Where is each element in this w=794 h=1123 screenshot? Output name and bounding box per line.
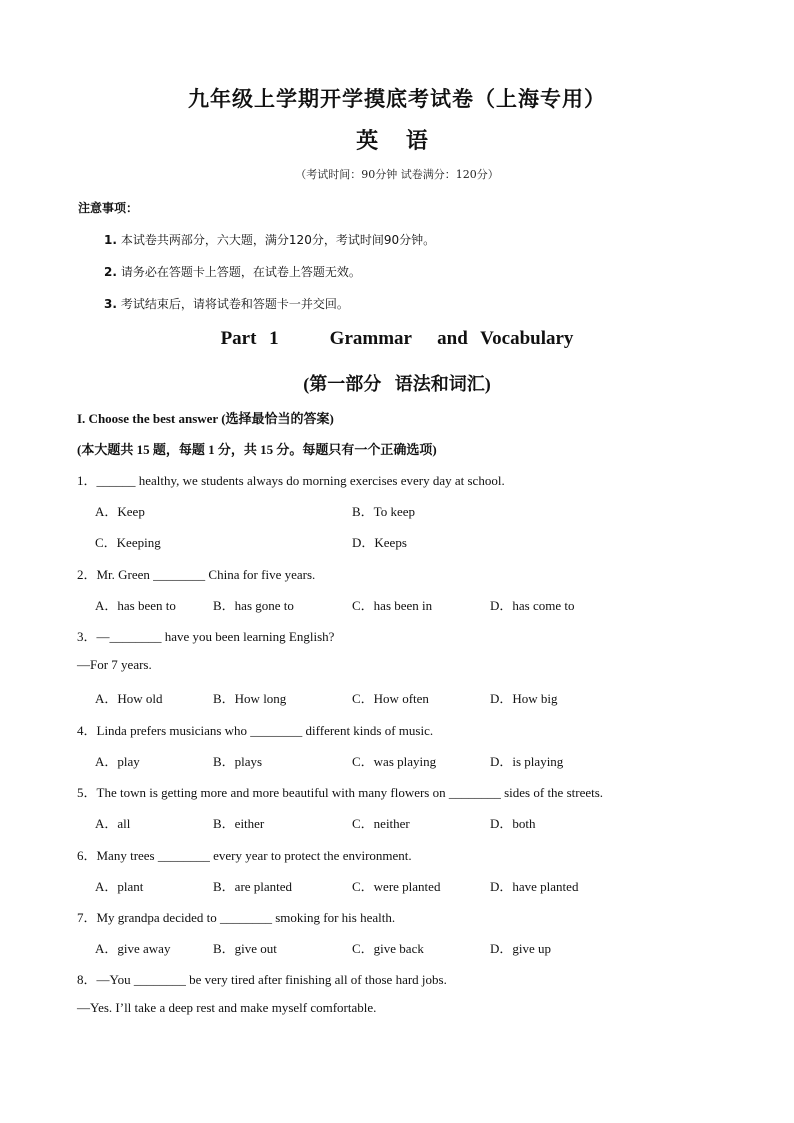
option-b[interactable]: B．To keep xyxy=(352,504,415,519)
option-c[interactable]: C．was playing xyxy=(352,754,437,769)
question-stem: 5．The town is getting more and more beautiful with many flowers on ________ sides of the streets. xyxy=(77,785,604,800)
option-d[interactable]: D．is playing xyxy=(490,754,564,769)
page-title: 九年级上学期开学摸底考试卷（上海专用） xyxy=(188,87,606,111)
option-c[interactable]: C．give back xyxy=(352,941,424,956)
option-c[interactable]: C．has been in xyxy=(352,598,433,613)
option-c[interactable]: C．Keeping xyxy=(95,535,161,550)
notice-item xyxy=(104,263,361,280)
option-b[interactable]: B．either xyxy=(213,816,265,831)
option-b[interactable]: B．are planted xyxy=(213,879,293,894)
option-a[interactable]: A．give away xyxy=(95,941,171,956)
option-d[interactable]: D．has come to xyxy=(490,598,575,613)
option-d[interactable]: D．Keeps xyxy=(352,535,407,550)
notice-item xyxy=(104,231,435,248)
question-stem: 8．—You ________ be very tired after finishing all of those hard jobs. xyxy=(77,972,447,987)
subject-title: 英 语 xyxy=(356,129,438,154)
option-b[interactable]: B．plays xyxy=(213,754,263,769)
option-d[interactable]: D．give up xyxy=(490,941,552,956)
option-a[interactable]: A．How old xyxy=(95,691,163,706)
notice-item-number: 3. xyxy=(104,297,117,311)
option-a[interactable]: A．play xyxy=(95,754,140,769)
notice-item xyxy=(104,295,349,312)
option-c[interactable]: C．were planted xyxy=(352,879,441,894)
question-stem: 4．Linda prefers musicians who ________ different kinds of music. xyxy=(77,723,434,738)
notice-item-text: 考试结束后，请将试卷和答题卡一并交回。 xyxy=(120,297,349,311)
option-c[interactable]: C．neither xyxy=(352,816,410,831)
option-b[interactable]: B．How long xyxy=(213,691,287,706)
option-b[interactable]: B．has gone to xyxy=(213,598,294,613)
section-note: (本大题共 15 题，每题 1 分，共 15 分。每题只有一个正确选项) xyxy=(77,442,437,457)
option-a[interactable]: A．has been to xyxy=(95,598,176,613)
part-subtitle: (第一部分 语法和词汇) xyxy=(303,374,491,394)
question-stem: 1．______ healthy, we students always do morning exercises every day at school. xyxy=(77,473,505,488)
question-reply: —Yes. I’ll take a deep rest and make myself comfortable. xyxy=(77,1000,377,1015)
exam-info: （考试时间：90分钟 试卷满分：120分） xyxy=(295,168,499,181)
question-stem: 7．My grandpa decided to ________ smoking for his health. xyxy=(77,910,396,925)
part-title: Part 1 Grammar and Vocabulary xyxy=(220,328,574,349)
notice-item-text: 本试卷共两部分，六大题，满分120分，考试时间90分钟。 xyxy=(120,233,436,247)
option-a[interactable]: A．Keep xyxy=(95,504,145,519)
option-b[interactable]: B．give out xyxy=(213,941,277,956)
option-d[interactable]: D．both xyxy=(490,816,536,831)
section-heading: I. Choose the best answer (选择最恰当的答案) xyxy=(77,411,334,426)
question-stem: 2．Mr. Green ________ China for five years. xyxy=(77,567,316,582)
notice-item-number: 2. xyxy=(104,265,117,279)
option-c[interactable]: C．How often xyxy=(352,691,429,706)
notice-item-number: 1. xyxy=(104,233,117,247)
option-d[interactable]: D．How big xyxy=(490,691,558,706)
notice-item-text: 请务必在答题卡上答题，在试卷上答题无效。 xyxy=(120,265,361,279)
notice-heading: 注意事项： xyxy=(78,201,139,215)
option-a[interactable]: A．plant xyxy=(95,879,144,894)
question-stem: 3．—________ have you been learning English? xyxy=(77,629,335,644)
option-d[interactable]: D．have planted xyxy=(490,879,579,894)
question-stem: 6．Many trees ________ every year to protect the environment. xyxy=(77,848,412,863)
question-reply: —For 7 years. xyxy=(77,657,152,672)
option-a[interactable]: A．all xyxy=(95,816,131,831)
